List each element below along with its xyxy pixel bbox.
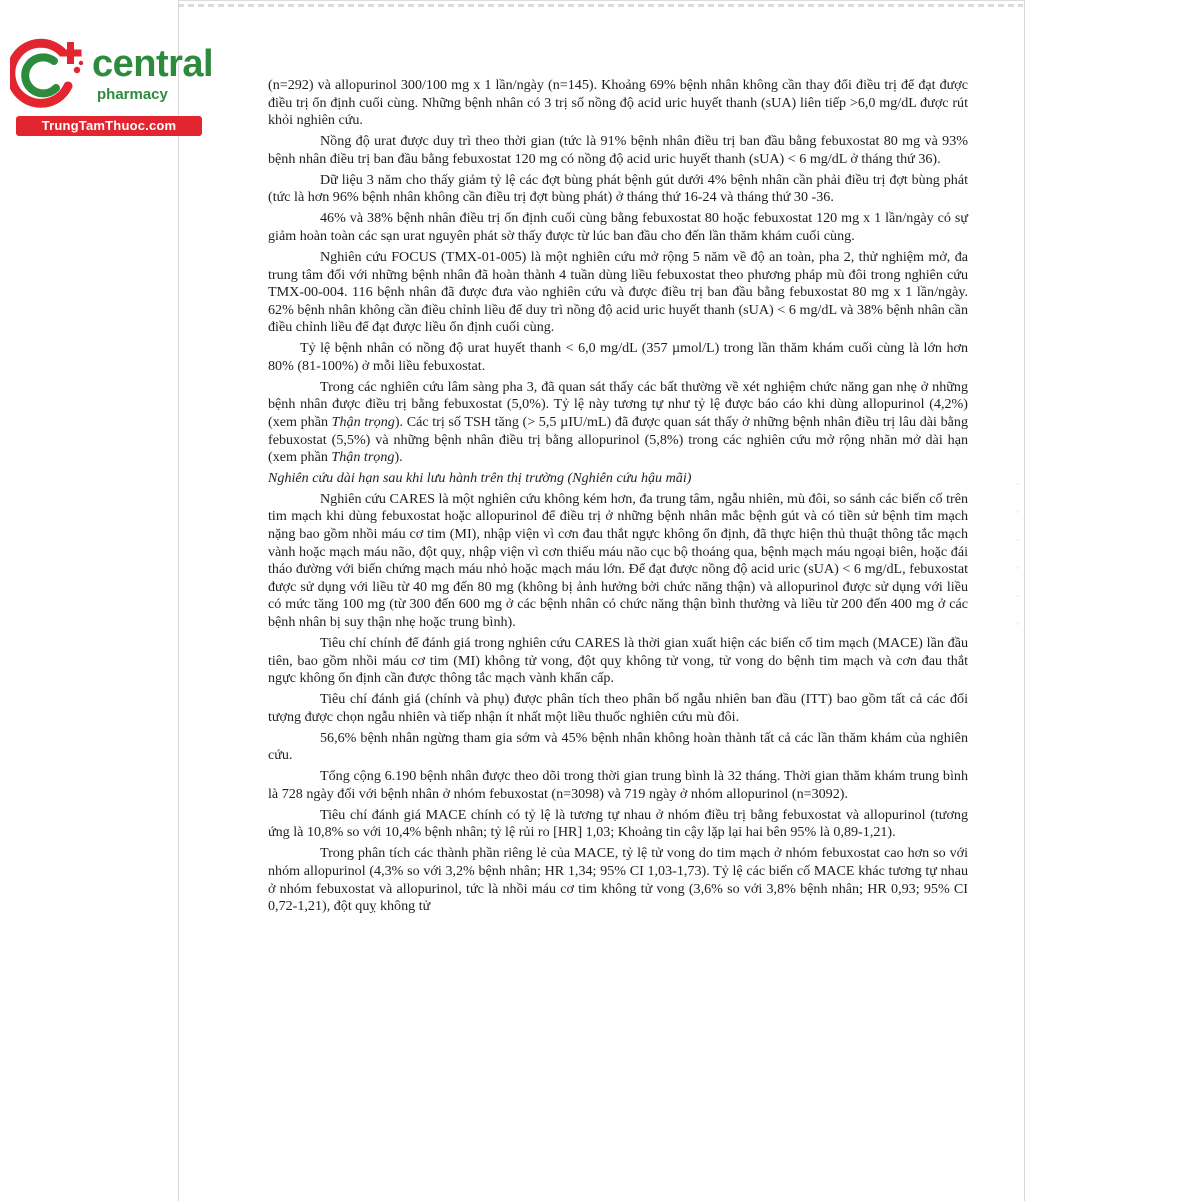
text-run: ). Các trị số TSH tăng (> 5,5 µIU/mL) đã được quan sát thấy ở những bệnh nhân điều trị lâu dài bằng febuxostat (5,5%) và những bệnh nhân điều trị bằng allopurinol (5,8%) trong các nghiên cứu mở rộng nhãn mở dài hạn (xem phần (268, 414, 968, 466)
paragraph: Tiêu chí đánh giá MACE chính có tỷ lệ là tương tự nhau ở nhóm điều trị bằng febuxostat và allopurinol (tương ứng là 10,8% so với 10,4% bệnh nhân; tỷ lệ rủi ro [HR] 1,03; Khoảng tin cậy lặp lại hai bên 95% là 0,89-1,21). (268, 806, 968, 841)
paragraph: Nghiên cứu CARES là một nghiên cứu không kém hơn, đa trung tâm, ngẫu nhiên, mù đôi, so sánh các biến cố trên tim mạch khi dùng febuxostat hoặc allopurinol để điều trị ở những bệnh nhân mắc bệnh gút và có tiền sử bệnh tim mạch nặng bao gồm nhồi máu cơ tim (MI), nhập viện vì cơn đau thắt ngực không ổn định, đã thực hiện thủ thuật thông tắc mạch vành hoặc mạch máu não, đột quỵ, nhập viện vì cơn thiếu máu não cục bộ thoáng qua, bệnh mạch máu ngoại biên, hoặc đái tháo đường với biến chứng mạch máu nhỏ hoặc mạch máu lớn. Để đạt được nồng độ acid uric (sUA) < 6 mg/dL, febuxostat được sử dụng với liều từ 40 mg đến 80 mg (không bị ảnh hưởng bởi chức năng thận) và allopurinol được sử dụng với liều có mức tăng 100 mg (từ 300 đến 600 mg ở các bệnh nhân có chức năng thận bình thường và liều từ 200 đến 400 mg ở các bệnh nhân bị suy thận nhẹ hoặc trung bình). (268, 490, 968, 630)
central-pharmacy-logo-icon (10, 36, 92, 116)
cross-reference: Thận trọng (331, 449, 395, 466)
brand-logo (10, 36, 215, 136)
paragraph: Tổng cộng 6.190 bệnh nhân được theo dõi trong thời gian trung bình là 32 tháng. Thời gian thăm khám trung bình là 728 ngày đối với bệnh nhân ở nhóm febuxostat (n=3098) và 719 ngày ở nhóm allopurinol (n=3092). (268, 768, 968, 802)
paragraph: 56,6% bệnh nhân ngừng tham gia sớm và 45% bệnh nhân không hoàn thành tất cả các lần thăm khám của nghiên cứu. (268, 729, 968, 764)
text-run: Trong các nghiên cứu lâm sàng pha 3, đã quan sát thấy các bất thường về xét nghiệm chức năng gan nhẹ ở những bệnh nhân được điều trị bằng febuxostat (5,0%). Tỷ lệ này tương tự như tỷ lệ được báo cáo khi dùng allopurinol (4,2%) (xem phần (268, 378, 968, 431)
section-heading: Nghiên cứu dài hạn sau khi lưu hành trên thị trường (Nghiên cứu hậu mãi) (268, 470, 692, 487)
scan-margin-marks: · · · · · · (1016, 479, 1019, 629)
document-text (268, 77, 968, 919)
brand-subtitle: pharmacy (97, 86, 168, 103)
paragraph: 46% và 38% bệnh nhân điều trị ổn định cuối cùng bằng febuxostat 80 hoặc febuxostat 120 mg x 1 lần/ngày có sự giảm hoàn toàn các sạn urat nguyên phát sờ thấy được từ lúc ban đầu cho đến lần thăm khám cuối cùng. (268, 210, 968, 244)
brand-name: central (92, 43, 214, 85)
paragraph: Tiêu chí đánh giá (chính và phụ) được phân tích theo phân bố ngẫu nhiên ban đầu (ITT) bao gồm tất cả các đối tượng được chọn ngẫu nhiên và tiếp nhận ít nhất một liều thuốc nghiên cứu mù đôi. (268, 691, 968, 725)
paragraph: Dữ liệu 3 năm cho thấy giảm tỷ lệ các đợt bùng phát bệnh gút dưới 4% bệnh nhân cần phải điều trị đợt bùng phát (tức là hơn 96% bệnh nhân không cần điều trị đợt bùng phát) ở tháng thứ 16-24 và tháng thứ 30 -36. (268, 171, 968, 206)
text-run: ). (394, 449, 403, 466)
paragraph: (n=292) và allopurinol 300/100 mg x 1 lần/ngày (n=145). Khoảng 69% bệnh nhân không cần thay đổi điều trị để đạt được điều trị ổn định cuối cùng. Những bệnh nhân có 3 trị số nồng độ acid uric huyết thanh (sUA) liên tiếp >6,0 mg/dL được rút khỏi nghiên cứu. (268, 77, 968, 129)
brand-website-banner: TrungTamThuoc.com (16, 116, 202, 136)
scan-edge (178, 4, 1023, 7)
paragraph: Tỷ lệ bệnh nhân có nồng độ urat huyết thanh < 6,0 mg/dL (357 µmol/L) trong lần thăm khám cuối cùng là lớn hơn 80% (81-100%) ở mỗi liều febuxostat. (268, 340, 968, 374)
paragraph: Nghiên cứu FOCUS (TMX-01-005) là một nghiên cứu mở rộng 5 năm về độ an toàn, pha 2, thử nghiệm mở, đa trung tâm đối với những bệnh nhân đã hoàn thành 4 tuần dùng liều febuxostat theo phương pháp mù đôi trong nghiên cứu TMX-00-004. 116 bệnh nhân đã được đưa vào nghiên cứu và được điều trị ban đầu bằng febuxostat 80 mg x 1 lần/ngày. 62% bệnh nhân không cần điều chỉnh liều để duy trì nồng độ acid uric huyết thanh (sUA) < 6 mg/dL và 38% bệnh nhân cần điều chỉnh liều để đạt được liều ổn định cuối cùng. (268, 248, 968, 336)
paragraph: Trong phân tích các thành phần riêng lẻ của MACE, tỷ lệ tử vong do tim mạch ở nhóm febuxostat cao hơn so với nhóm allopurinol (4,3% so với 3,2% bệnh nhân; HR 1,34; 95% CI 1,03-1,73). Tỷ lệ các biến cố MACE khác tương tự nhau ở nhóm febuxostat và allopurinol, tức là nhồi máu cơ tim không tử vong (3,6% so với 3,8% bệnh nhân; HR 0,93; 95% CI 0,72-1,21), đột quỵ không tử (268, 845, 968, 915)
paragraph: Tiêu chí chính để đánh giá trong nghiên cứu CARES là thời gian xuất hiện các biến cố tim mạch (MACE) lần đầu tiên, bao gồm nhồi máu cơ tim (MI) không tử vong, đột quỵ không tử vong, tử vong do bệnh tim mạch và cơn đau thắt ngực không ổn định cần được thông tắc mạch vành khẩn cấp. (268, 634, 968, 687)
paragraph (268, 379, 968, 467)
paragraph: Nồng độ urat được duy trì theo thời gian (tức là 91% bệnh nhân điều trị ban đầu bằng febuxostat 80 mg và 93% bệnh nhân điều trị ban đầu bằng febuxostat 120 mg có nồng độ acid uric huyết thanh (sUA) < 6 mg/dL ở tháng thứ 36). (268, 133, 968, 167)
cross-reference: Thận trọng (331, 414, 395, 431)
